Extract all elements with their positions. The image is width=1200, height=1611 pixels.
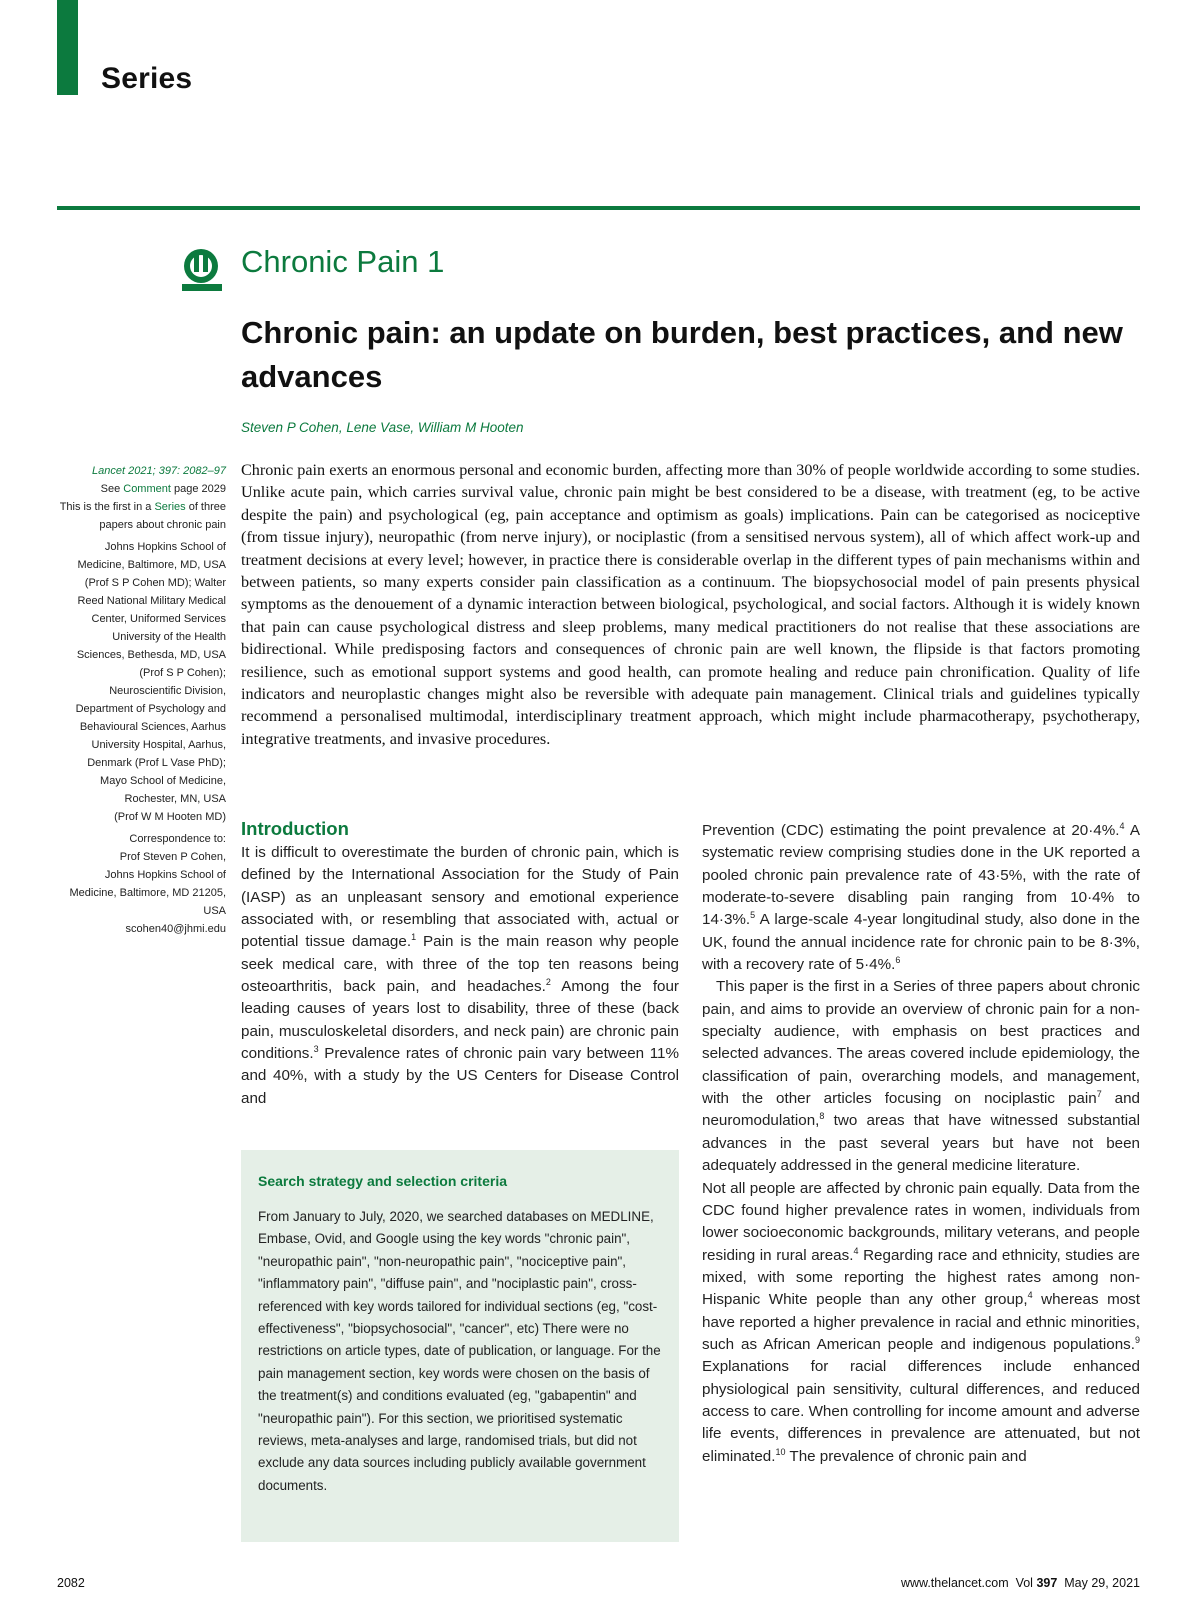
correspondence-line: Johns Hopkins School of <box>104 869 226 881</box>
correspondence-line: Prof Steven P Cohen, <box>119 851 226 863</box>
search-strategy-text: From January to July, 2020, we searched databases on MEDLINE, Embase, Ovid, and Google using the key words "chronic pain", "neuropathic pain", "non-neuropathic pain", "nociceptive pain", "inflammatory pain", "diffuse pain", and "nociplastic pain", cross-referenced with key words tailored for individual sections (eg, "cost-effectiveness", "biopsychosocial", "cancer", etc) There were no restrictions on article types, date of publication, or language. For the pain management section, key words were chosen on the basis of the treatment(s) and conditions evaluated (eg, "gabapentin" and "neuropathic pain"). For this section, we prioritised systematic reviews, meta-analyses and large, randomised trials, but did not exclude any data sources including publicly available government documents. <box>258 1209 661 1493</box>
intro-paragraph-3: Not all people are affected by chronic pain equally. Data from the CDC found higher prevalence rates in women, individuals from lower socioeconomic backgrounds, military veterans, and people residing in rural areas.$^4$ Regarding race and ethnicity, studies are mixed, with some reporting the highest rates among non-Hispanic White people than any other group,$^4$ whereas most have reported a higher prevalence in racial and ethnic minorities, such as African American people and indigenous populations.$^9$ Explanations for racial differences include enhanced physiological pain sensitivity, cultural differences, and reduced access to care. When controlling for income amount and adverse life events, differences in prevalence are attenuated, but not eliminated.$^{10}$ The prevalence of chronic pain and <box>702 1179 1140 1465</box>
crossmark-icon[interactable] <box>178 246 226 294</box>
left-column <box>241 842 679 1110</box>
affiliation-line: Department of Psychology and <box>75 703 226 715</box>
page-number: 2082 <box>57 1576 85 1590</box>
sidebar-notes <box>40 462 226 938</box>
intro-paragraph-1: It is difficult to overestimate the burden of chronic pain, which is defined by the International Association for the Study of Pain (IASP) as an unpleasant sensory and emotional experience associated with, or resembling that associated with, actual or potential tissue damage.$^1$ Pain is the main reason why people seek medical care, with three of the top ten reasons being osteoarthritis, back pain, and headaches.$^2$ Among the four leading causes of years lost to disability, three of these (back pain, musculoskeletal disorders, and neck pain) are chronic pain conditions.$^3$ Prevalence rates of chronic pain vary between 11% and 40%, with a study by the US Centers for Disease Control and <box>241 844 679 1107</box>
article-title: Chronic pain: an update on burden, best practices, and new advances <box>241 315 1123 394</box>
correspondence-line: USA <box>203 905 226 917</box>
correspondence-line: Correspondence to: <box>129 833 226 845</box>
header-rule <box>57 206 1140 210</box>
see-comment-note: See Comment page 2029 <box>100 483 226 495</box>
series-note: This is the first in a Series of three papers about chronic pain <box>59 501 226 531</box>
journal-footer: www.thelancet.com Vol 397 May 29, 2021 <box>900 1576 1140 1590</box>
search-strategy-heading: Search strategy and selection criteria <box>258 1173 507 1189</box>
affiliation-line: Medicine, Baltimore, MD, USA <box>77 559 226 571</box>
affiliation-line: (Prof S P Cohen); <box>139 667 226 679</box>
affiliation-line: Rochester, MN, USA <box>124 793 226 805</box>
affiliation-line: Reed National Military Medical <box>77 595 226 607</box>
series-link[interactable]: Series <box>154 501 186 513</box>
affiliation-line: University Hospital, Aarhus, <box>91 739 226 751</box>
introduction-heading: Introduction <box>241 818 349 839</box>
correspondence <box>40 830 226 938</box>
affiliation-line: Johns Hopkins School of <box>104 541 226 553</box>
affiliation-line: Denmark (Prof L Vase PhD); <box>87 757 226 769</box>
affiliation-line: (Prof S P Cohen MD); Walter <box>84 577 226 589</box>
citation: Lancet 2021; 397: 2082–97 <box>92 465 226 477</box>
affiliations <box>40 538 226 826</box>
series-accent-bar <box>57 0 78 95</box>
comment-link[interactable]: Comment <box>123 483 171 495</box>
section-label: Series <box>101 62 193 95</box>
correspondence-email[interactable]: scohen40@jhmi.edu <box>125 923 226 935</box>
affiliation-line: Mayo School of Medicine, <box>100 775 226 787</box>
correspondence-line: Medicine, Baltimore, MD 21205, <box>69 887 226 899</box>
intro-paragraph-2: This paper is the first in a Series of three papers about chronic pain, and aims to provide an overview of chronic pain for a non-specialty audience, with emphasis on best practices and selected advances. The areas covered include epidemiology, the classification of pain, overarching models, and management, with the other articles focusing on nociplastic pain$^7$ and neuromodulation,$^8$ two areas that have witnessed substantial advances in the past several years but have not been adequately addressed in the general medicine literature. <box>702 978 1141 1175</box>
affiliation-line: Center, Uniformed Services <box>91 613 226 625</box>
affiliation-line: University of the Health <box>112 631 226 643</box>
affiliation-line: Sciences, Bethesda, MD, USA <box>76 649 226 661</box>
article-authors: Steven P Cohen, Lene Vase, William M Hooten <box>241 420 524 435</box>
abstract: Chronic pain exerts an enormous personal and economic burden, affecting more than 30% of people worldwide according to some studies. Unlike acute pain, which carries survival value, chronic pain might be best considered to be a disease, with treatment (eg, to be active despite the pain) and psychological (eg, pain acceptance and optimism as goals) implications. Pain can be categorised as nociceptive (from tissue injury), neuropathic (from nerve injury), or nociplastic (from a sensitised nervous system), all of which affect work-up and treatment decisions at every level; however, in practice there is considerable overlap in the different types of pain mechanisms within and between patients, so many experts consider pain classification as a continuum. The biopsychosocial model of pain presents physical symptoms as the denouement of a dynamic interaction between biological, psychological, and social factors. Although it is widely known that pain can cause psychological distress and sleep problems, many medical practitioners do not realise that these associations are bidirectional. While predisposing factors and consequences of chronic pain are well known, the flipside is that factors promoting resilience, such as emotional support systems and good health, can promote healing and reduce pain chronification. Quality of life indicators and neuroplastic changes might also be reversible with adequate pain management. Clinical trials and guidelines typically recommend a personalised multimodal, interdisciplinary treatment approach, which might include pharmacotherapy, psychotherapy, integrative treatments, and invasive procedures. <box>241 461 1140 748</box>
right-column <box>702 820 1140 1468</box>
affiliation-line: Behavioural Sciences, Aarhus <box>79 721 226 733</box>
intro-paragraph-1-cont: Prevention (CDC) estimating the point prevalence at 20·4%.$^4$ A systematic review comprising studies done in the UK reported a pooled chronic pain prevalence rate of 43·5%, with the rate of moderate-to-severe disabling pain ranging from 10·4% to 14·3%.$^5$ A large-scale 4-year longitudinal study, also done in the UK, found the annual incidence rate for chronic pain to be 8·3%, with a recovery rate of 5·4%.$^6$ <box>702 820 1141 974</box>
journal-site[interactable]: www.thelancet.com <box>900 1576 1009 1590</box>
affiliation-line: Neuroscientific Division, <box>109 685 226 697</box>
affiliation-line: (Prof W M Hooten MD) <box>114 811 226 823</box>
article-kicker: Chronic Pain 1 <box>241 244 445 279</box>
